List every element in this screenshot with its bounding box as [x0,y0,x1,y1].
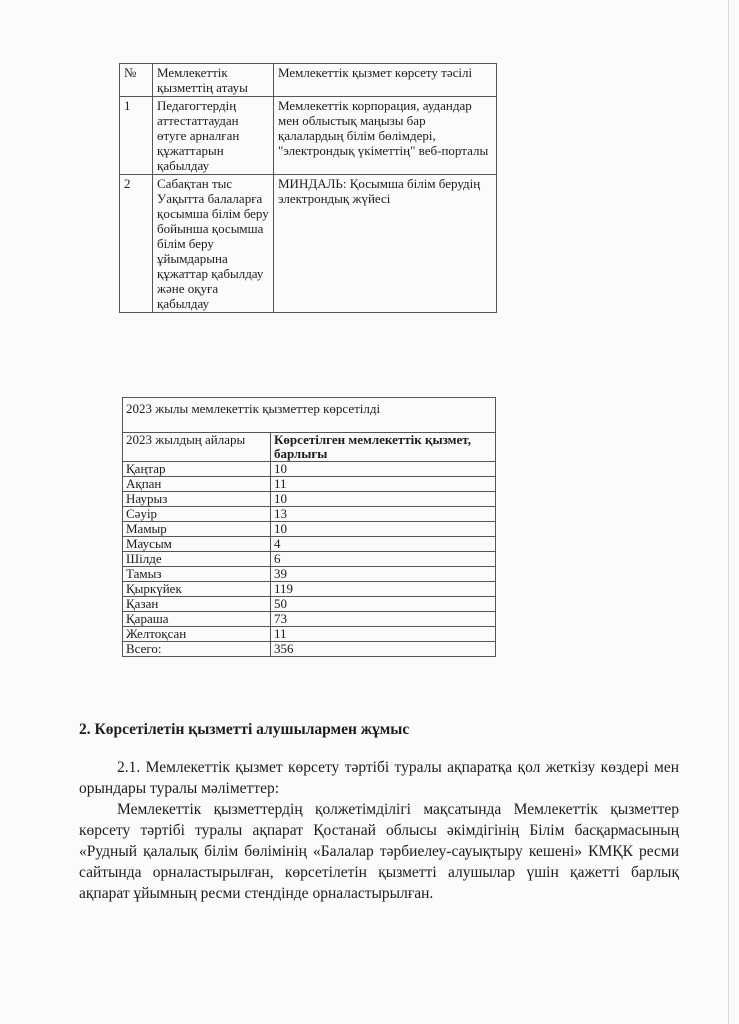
month-name: Наурыз [123,492,271,507]
table-row [123,567,496,582]
header-service-method: Мемлекеттік қызмет көрсету тәсілі [274,64,497,97]
paragraph-information: Мемлекеттік қызметтердің қолжетімділігі мақсатында Мемлекеттік қызметтер көрсету тәртібі туралы ақпарат Қостанай облысы әкімдігінің Білім басқармасының «Рудный қалалық білім бөлімінің «Балалар тәрбиелеу-сауықтыру кешені» КМҚК ресми сайтында орналастырылған, көрсетілетін қызметті алушылар үшін қажетті барлық ақпарат ұйымның ресми стендінде орналастырылған. [79,801,679,902]
total-value: 356 [271,642,496,657]
section-heading: 2. Көрсетілетін қызметті алушылармен жұмыс [79,721,410,738]
month-count: 39 [271,567,496,582]
row-number: 1 [120,97,153,175]
services-table [119,63,497,313]
table-row [123,522,496,537]
month-count: 50 [271,597,496,612]
month-count: 73 [271,612,496,627]
month-count: 11 [271,477,496,492]
total-row [123,642,496,657]
month-count: 10 [271,462,496,477]
header-month: 2023 жылдың айлары [123,433,271,462]
month-count: 10 [271,492,496,507]
table-row [123,627,496,642]
month-name: Қараша [123,612,271,627]
table-row [123,582,496,597]
table-row [123,537,496,552]
month-name: Ақпан [123,477,271,492]
services-table-header [120,64,497,97]
table-row [123,552,496,567]
header-number: № [120,64,153,97]
row-service-method: Мемлекеттік корпорация, аудандар мен облыстық маңызы бар қалалардың білім бөлімдері, "электрондық үкіметтің" веб-порталы [274,97,497,175]
row-service-name: Сабақтан тыс Уақытта балаларға қосымша білім беру бойынша қосымша білім беру ұйымдарына құжаттар қабылдау және оқуға қабылдау [153,175,274,313]
table-row [123,597,496,612]
month-name: Қыркүйек [123,582,271,597]
total-label: Всего: [123,642,271,657]
table-title: 2023 жылы мемлекеттік қызметтер көрсетілді [123,398,496,433]
month-name: Тамыз [123,567,271,582]
table-row [123,492,496,507]
month-name: Мамыр [123,522,271,537]
month-name: Қазан [123,597,271,612]
month-count: 119 [271,582,496,597]
monthly-services-table [122,397,496,657]
month-name: Желтоқсан [123,627,271,642]
row-number: 2 [120,175,153,313]
table-row [123,507,496,522]
month-count: 6 [271,552,496,567]
table-row [120,97,497,175]
month-name: Қаңтар [123,462,271,477]
header-count: Көрсетілген мемлекеттік қызмет, барлығы [271,433,496,462]
table-row [123,612,496,627]
month-name: Маусым [123,537,271,552]
month-count: 11 [271,627,496,642]
row-service-name: Педагогтердің аттестаттаудан өтуге арналған құжаттарын қабылдау [153,97,274,175]
row-service-method: МИНДАЛЬ: Қосымша білім берудің электрондық жүйесі [274,175,497,313]
page-edge [728,0,729,1024]
paragraph-sources: 2.1. Мемлекеттік қызмет көрсету тәртібі туралы ақпаратқа қол жеткізу көздері мен орындары туралы мәліметтер: [79,759,679,797]
table-row [123,477,496,492]
month-name: Шілде [123,552,271,567]
month-rows [123,462,496,642]
month-name: Сәуір [123,507,271,522]
table-row [123,462,496,477]
month-count: 10 [271,522,496,537]
header-service-name: Мемлекеттік қызметтің атауы [153,64,274,97]
table-header-row [123,433,496,462]
month-count: 4 [271,537,496,552]
table-row [120,175,497,313]
table-title-row [123,398,496,433]
month-count: 13 [271,507,496,522]
